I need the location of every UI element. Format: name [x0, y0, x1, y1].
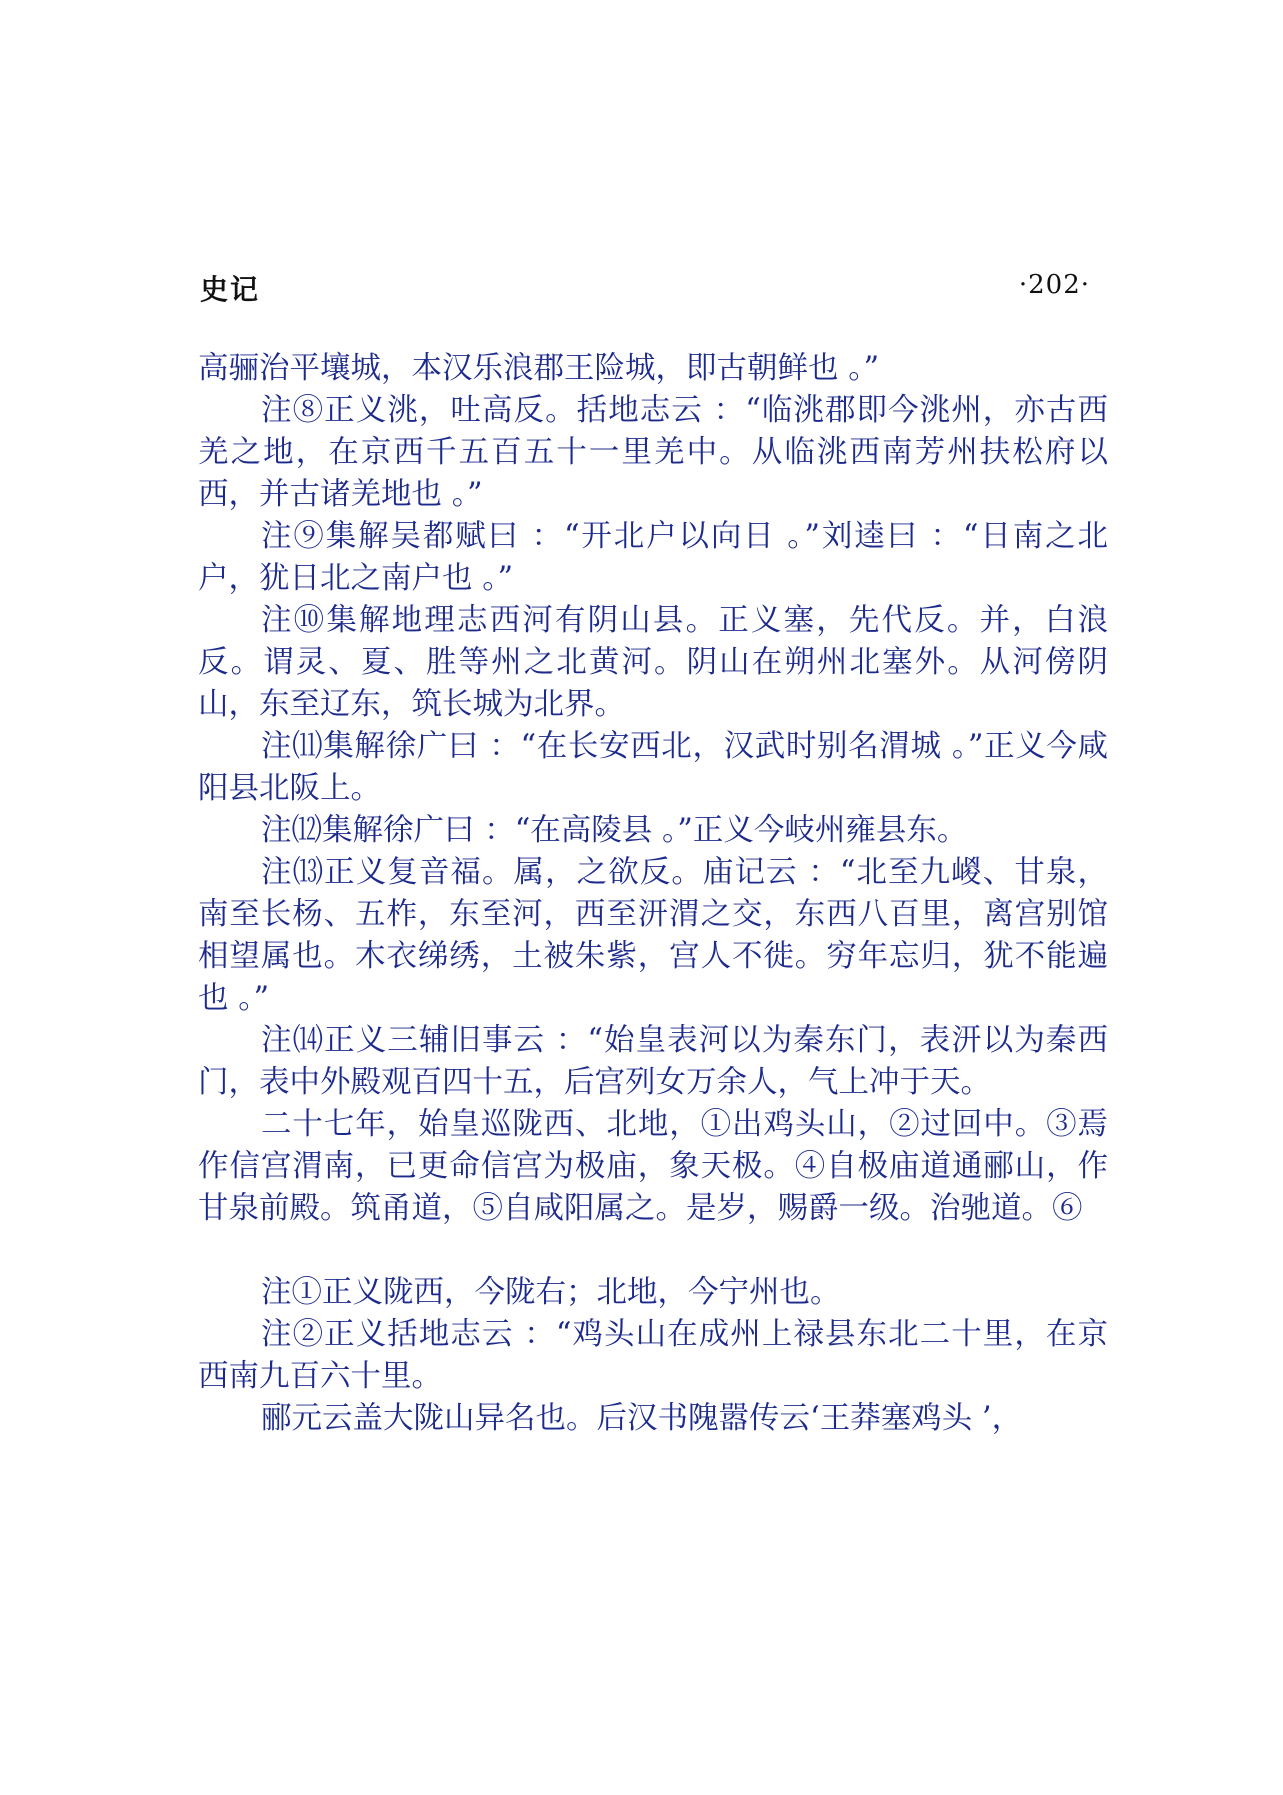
page-header — [200, 268, 1090, 310]
paragraph: 高骊治平壤城，本汉乐浪郡王险城，即古朝鲜也 。” — [198, 351, 880, 386]
annotation-8: 注⑧正义洮，吐高反。括地志云 ：“临洮郡即今洮州，亦古西羌之地，在京西千五百五十一里羌中。从临洮西南芳州扶松府以西，并古诸羌地也 。” — [198, 393, 1108, 512]
annotation-2: 注②正义括地志云 ：“鸡头山在成州上禄县东北二十里，在京西南九百六十里。 — [198, 1317, 1108, 1394]
annotation-13: 注⒀正义复音福。属，之欲反。庙记云 ：“北至九嵕、甘泉，南至长杨、五柞，东至河，西至汧渭之交，东西八百里，离宫别馆相望属也。木衣绨绣，土被朱紫，宫人不徙。穷年忘归，犹不能遍也 。” — [198, 855, 1108, 1016]
annotation-1: 注①正义陇西，今陇右；北地，今宁州也。 — [261, 1275, 841, 1310]
annotation-10: 注⑩集解地理志西河有阴山县。正义塞，先代反。并，白浪反。谓灵、夏、胜等州之北黄河。阴山在朔州北塞外。从河傍阴山，东至辽东，筑长城为北界。 — [198, 603, 1108, 722]
book-title: 史记 — [200, 273, 261, 306]
annotation-14: 注⒁正义三辅旧事云 ：“始皇表河以为秦东门，表汧以为秦西门，表中外殿观百四十五，后宫列女万余人，气上冲于天。 — [198, 1023, 1108, 1100]
annotation-12: 注⑿集解徐广曰 ：“在高陵县 。”正义今岐州雍县东。 — [261, 813, 968, 848]
section-gap — [198, 1230, 1108, 1272]
page-body — [198, 348, 1108, 1440]
annotation-9: 注⑨集解吴都赋曰 ：“开北户以向日 。”刘逵曰 ：“日南之北户，犹日北之南户也 。” — [198, 519, 1108, 596]
annotation-11: 注⑾集解徐广曰 ：“在长安西北，汉武时别名渭城 。”正义今咸阳县北阪上。 — [198, 729, 1108, 806]
main-text-paragraph: 二十七年，始皇巡陇西、北地，①出鸡头山，②过回中。③焉作信宫渭南，已更命信宫为极庙，象天极。④自极庙道通郦山，作甘泉前殿。筑甬道，⑤自咸阳属之。是岁，赐爵一级。治驰道。⑥ — [198, 1107, 1108, 1226]
annotation-continued: 郦元云盖大陇山异名也。后汉书隗嚣传云‘王莽塞鸡头 ’， — [261, 1401, 1023, 1436]
page-number: ·202· — [1018, 270, 1090, 300]
